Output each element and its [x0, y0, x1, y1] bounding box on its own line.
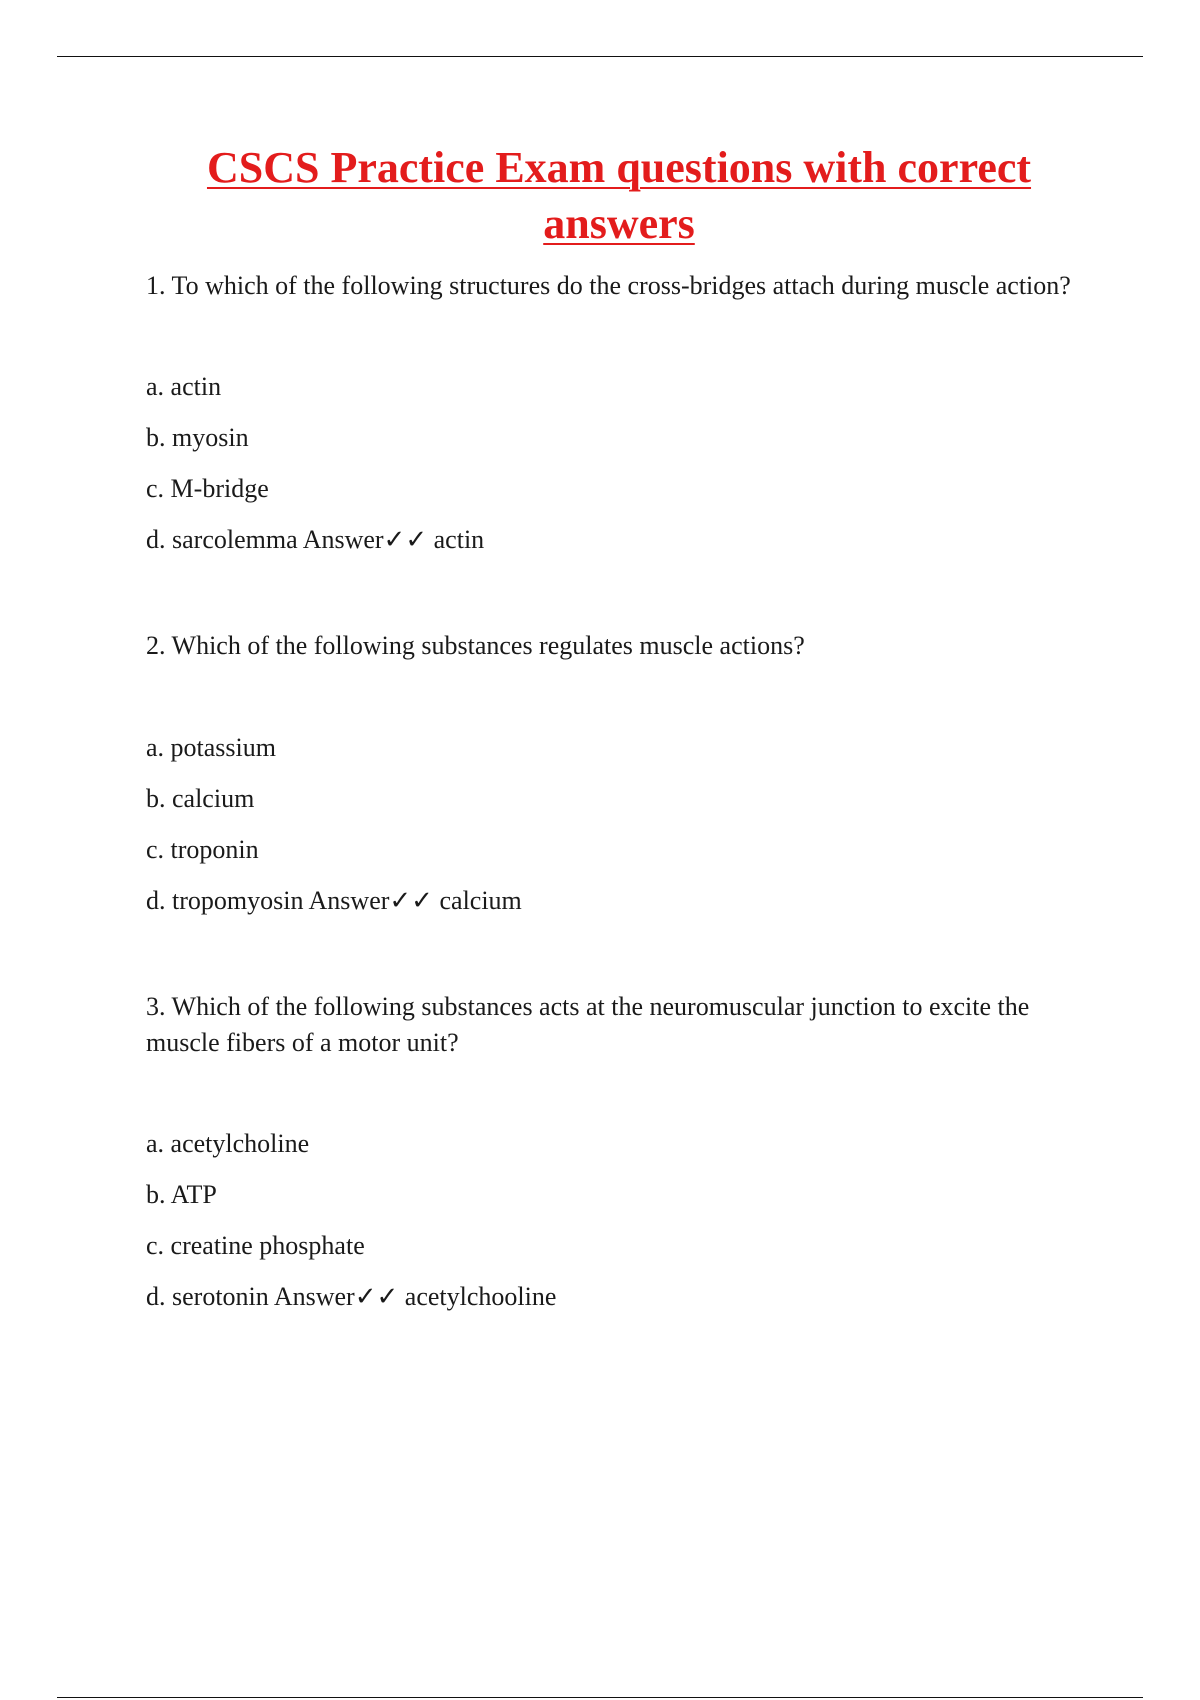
question-block — [146, 628, 1076, 919]
option-b: b. calcium — [146, 784, 255, 813]
option-c: c. creatine phosphate — [146, 1231, 365, 1260]
option-list — [146, 1126, 1076, 1315]
option-list — [146, 369, 1076, 558]
answer-value: calcium — [439, 886, 522, 915]
option-c: c. troponin — [146, 835, 259, 864]
option-d-with-answer — [146, 1279, 1076, 1315]
answer-label: Answer✓✓ — [273, 1282, 399, 1311]
question-text: 3. Which of the following substances acts at the neuromuscular junction to excite the muscle fibers of a motor unit? — [146, 992, 1030, 1057]
option-d-with-answer — [146, 522, 1076, 558]
header-rule — [57, 56, 1143, 57]
answer-label: Answer✓✓ — [302, 525, 428, 554]
option-list — [146, 730, 1076, 919]
question-block — [146, 989, 1076, 1315]
option-a: a. acetylcholine — [146, 1129, 310, 1158]
option-b: b. ATP — [146, 1180, 217, 1209]
page-title: CSCS Practice Exam questions with correct answers — [206, 143, 1032, 248]
question-text: 2. Which of the following substances regulates muscle actions? — [146, 631, 805, 660]
answer-value: acetylchooline — [404, 1282, 557, 1311]
answer-value: actin — [433, 525, 485, 554]
option-a: a. actin — [146, 372, 222, 401]
option-d-with-answer — [146, 883, 1076, 919]
footer-rule — [57, 1697, 1143, 1698]
question-block — [146, 268, 1076, 558]
option-b: b. myosin — [146, 423, 249, 452]
question-text: 1. To which of the following structures do the cross-bridges attach during muscle action? — [146, 271, 1071, 300]
option-d: d. tropomyosin — [146, 886, 304, 915]
question-list — [146, 268, 1076, 1330]
option-d: d. serotonin — [146, 1282, 269, 1311]
option-a: a. potassium — [146, 733, 276, 762]
option-d: d. sarcolemma — [146, 525, 298, 554]
answer-label: Answer✓✓ — [308, 886, 433, 915]
option-c: c. M-bridge — [146, 474, 269, 503]
